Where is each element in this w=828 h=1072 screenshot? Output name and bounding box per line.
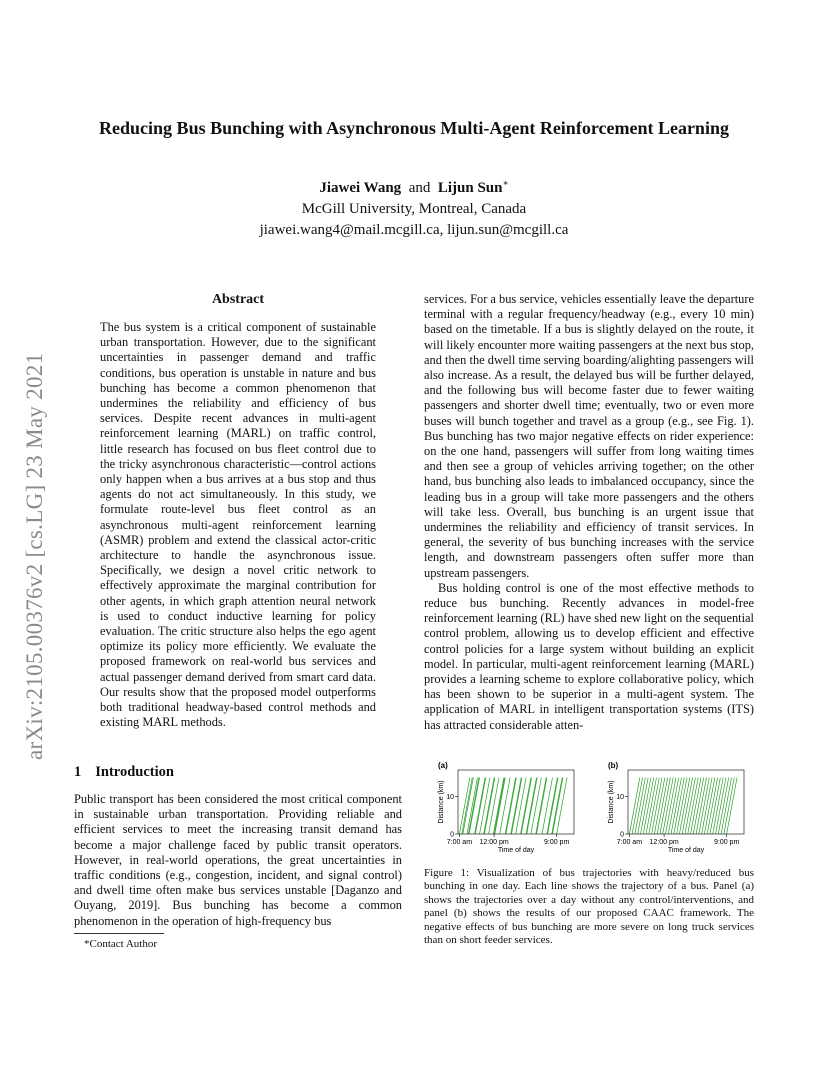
bus-trajectory — [511, 778, 521, 834]
bus-trajectory — [494, 778, 504, 834]
figure-caption: Figure 1: Visualization of bus trajectories with heavy/reduced bus bunching in one day. Each line shows the trajectory of a bus. Panel (a) shows the trajectories over a day without any control/interventions, and panel (b) shows the results of our proposed CAAC framework. The negative effects of bus bunching are more severe on long truck services than on short feeder services. — [424, 867, 754, 947]
bus-trajectory — [526, 778, 536, 834]
bus-trajectory — [674, 778, 684, 834]
bus-trajectory — [521, 778, 531, 834]
bus-trajectory — [536, 778, 546, 834]
arxiv-side-stamp: arXiv:2105.00376v2 [cs.LG] 23 May 2021 — [22, 352, 47, 760]
bus-trajectory — [671, 778, 681, 834]
right-column-text — [424, 292, 754, 733]
paper-title: Reducing Bus Bunching with Asynchronous Multi-Agent Reinforcement Learning — [99, 118, 729, 138]
bus-trajectory — [536, 778, 546, 834]
bus-trajectory — [677, 778, 687, 834]
bus-trajectory — [480, 778, 490, 834]
x-tick-label: 9:00 pm — [713, 839, 740, 846]
bus-trajectory — [660, 778, 670, 834]
y-tick-label: 0 — [450, 831, 454, 839]
bus-trajectory — [693, 778, 703, 834]
bus-trajectory — [557, 778, 567, 834]
y-tick-label: 10 — [446, 793, 454, 801]
bus-trajectory — [531, 778, 541, 834]
bus-trajectory — [718, 778, 728, 834]
bus-trajectory — [521, 778, 531, 834]
bus-trajectory — [649, 778, 659, 834]
bus-trajectory — [654, 778, 664, 834]
bus-trajectory — [552, 778, 562, 834]
x-tick-label: 9:00 pm — [543, 839, 570, 846]
bus-trajectory — [511, 778, 521, 834]
bus-trajectory — [527, 778, 537, 834]
x-axis-label: Time of day — [667, 847, 705, 854]
y-axis-label: Distance (km) — [438, 780, 445, 824]
panel-label: (b) — [608, 761, 619, 770]
x-axis-label: Time of day — [497, 847, 535, 854]
bus-trajectory — [699, 778, 709, 834]
chart-panel-b — [608, 761, 744, 854]
paragraph: Bus holding control is one of the most effective methods to reduce bus bunching. Recently advances in model-free reinforcement learning (RL) have shed new light on the sequential control problem, allowing us to develop efficient and effective control policies for a large system without building an explicit model. In particular, multi-agent reinforcement learning (MARL) provides a learning scheme to explore collaborative policy, which has been shown to be superior in a multi-agent system. The application of MARL in intelligent transportation systems (ITS) has attracted considerable atten- — [424, 580, 754, 732]
bus-trajectory — [716, 778, 726, 834]
bus-trajectory — [713, 778, 723, 834]
bus-trajectory — [663, 778, 673, 834]
bus-trajectory — [691, 778, 701, 834]
author-block — [0, 173, 828, 241]
section-heading-introduction — [74, 764, 174, 781]
abstract-heading: Abstract — [211, 292, 265, 307]
bus-trajectory — [666, 778, 676, 834]
bus-trajectory — [688, 778, 698, 834]
bus-trajectory — [641, 778, 651, 834]
bus-trajectory — [635, 778, 645, 834]
chart-panel-a — [438, 761, 574, 854]
bus-trajectory — [638, 778, 648, 834]
bus-trajectory — [668, 778, 678, 834]
trajectory-lines — [459, 778, 567, 834]
bus-trajectory — [643, 778, 653, 834]
bus-trajectory — [495, 778, 505, 834]
trajectory-lines — [629, 778, 737, 834]
bus-trajectory — [724, 778, 734, 834]
bus-trajectory — [696, 778, 706, 834]
bus-trajectory — [704, 778, 714, 834]
bus-trajectory — [707, 778, 717, 834]
author-2: Lijun Sun — [437, 180, 503, 196]
bus-trajectory — [552, 778, 562, 834]
bus-trajectory — [548, 778, 558, 834]
author-names — [0, 173, 828, 199]
section-title: Introduction — [95, 764, 174, 780]
x-tick-label: 12:00 pm — [649, 839, 679, 846]
bus-trajectory — [506, 778, 516, 834]
author-asterisk: ∗ — [502, 178, 509, 188]
bus-trajectory — [652, 778, 662, 834]
bus-trajectory — [489, 778, 499, 834]
affiliation: McGill University, Montreal, Canada — [301, 201, 527, 217]
y-axis-label: Distance (km) — [608, 780, 615, 824]
bus-trajectory — [632, 778, 642, 834]
x-tick-label: 7:00 am — [446, 839, 473, 846]
bus-trajectory — [727, 778, 737, 834]
bus-trajectory — [657, 778, 667, 834]
panel-label: (a) — [438, 761, 448, 770]
bus-trajectory — [702, 778, 712, 834]
abstract-text: The bus system is a critical component of sustainable urban transportation. However, due to the significant uncertainties in passenger demand and traffic conditions, bus operation is unstable in nature and bus bunching has become a common phenomenon that undermines the reliability and efficiency of bus services. Despite recent advances in multi-agent reinforcement learning (MARL) on traffic control, little research has focused on bus fleet control due to the tricky asynchronous characteristic—control actions only happen when a bus arrives at a bus stop and thus agents do not act simultaneously. In this study, we formulate route-level bus fleet control as an asynchronous multi-agent reinforcement learning (ASMR) problem and extend the classical actor-critic architecture to handle the asynchronous issue. Specifically, we design a novel critic network to effectively approximate the marginal contribution for other agents, in which graph attention neural network is used to conduct inductive learning for policy evaluation. The critic structure also helps the ego agent optimize its policy more efficiently. We evaluate the proposed framework on real-world bus services and actual passenger demand derived from smart card data. Our results show that the proposed model outperforms both traditional headway-based control methods and existing MARL methods. — [100, 320, 376, 730]
bus-trajectory — [629, 778, 639, 834]
bus-trajectory — [516, 778, 526, 834]
bus-trajectory — [484, 778, 494, 834]
bus-trajectory — [547, 778, 557, 834]
bus-trajectory — [721, 778, 731, 834]
bus-trajectory — [646, 778, 656, 834]
bus-trajectory — [679, 778, 689, 834]
introduction-text: Public transport has been considered the most critical component in sustainable urban transportation. Providing reliable and efficient services to meet the increasing transit demand has become a major challenge faced by public transit operators. However, in real-world operations, the great uncertainties in traffic conditions (e.g., congestion, incident, and signal control) and dwell time often make bus services unstable [Daganzo and Ouyang, 2019]. Bus bunching has become a common phenomenon in the operation of high-frequency bus — [74, 792, 402, 928]
bus-trajectory — [505, 778, 515, 834]
author-1: Jiawei Wang — [319, 180, 402, 196]
x-tick-label: 7:00 am — [616, 839, 643, 846]
y-tick-label: 0 — [620, 831, 624, 839]
bus-trajectory — [710, 778, 720, 834]
bus-trajectory — [493, 778, 503, 834]
bus-trajectory — [484, 778, 494, 834]
footnote-rule — [74, 933, 164, 934]
paragraph: services. For a bus service, vehicles essentially leave the departure terminal with a regular frequency/headway (e.g., every 10 min) based on the timetable. If a bus is slightly delayed on the route, it will likely encounter more waiting passengers at the next bus stop, and then the dwell time serving boarding/alighting passengers will also increase. As a result, the delayed bus will be further delayed, and the following bus will become faster due to fewer waiting passengers and shorter dwell time; eventually, two or even more buses will bunch together and travel as a group (e.g., see Fig. 1). Bus bunching has two major negative effects on rider experience: on the one hand, passengers will suffer from long waiting times and then see a group of vehicles arriving together; on the other hand, bus bunching also leads to imbalanced occupancy, since the leading bus in a group will take more passengers and the others will take less. Overall, bus bunching is an urgent issue that undermines the reliability and efficiency of transit services. In general, the severity of bus bunching increases with the service length, and downstream passengers often suffer more than upstream passengers. — [424, 292, 754, 580]
emails: jiawei.wang4@mail.mcgill.ca, lijun.sun@mcgill.ca — [259, 222, 569, 238]
bus-trajectory — [542, 778, 552, 834]
bus-trajectory — [685, 778, 695, 834]
bus-trajectory — [500, 778, 510, 834]
figure-1 — [424, 758, 760, 860]
y-tick-label: 10 — [616, 793, 624, 801]
bus-trajectory — [682, 778, 692, 834]
author-and: and — [408, 180, 431, 196]
section-number: 1 — [74, 764, 82, 780]
footnote: *Contact Author — [84, 938, 158, 950]
x-tick-label: 12:00 pm — [479, 839, 509, 846]
